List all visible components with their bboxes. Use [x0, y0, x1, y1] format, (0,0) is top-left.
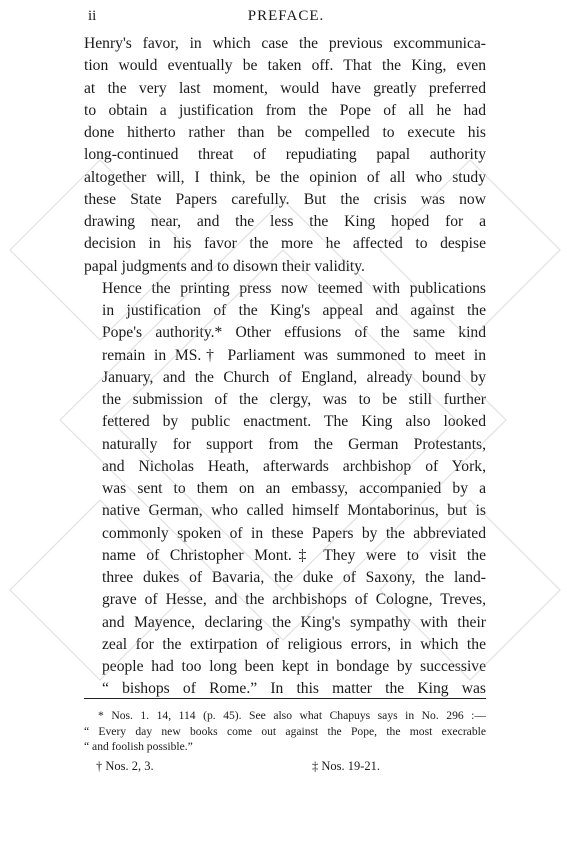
paragraph-2 — [84, 278, 486, 701]
footnote-divider — [84, 698, 486, 699]
text-line: was sent to them on an embassy, accompanied by a — [102, 480, 486, 497]
text-line: people had too long been kept in bondage by successive — [102, 658, 486, 675]
text-line: drawing near, and the less the King hoped for a — [84, 213, 486, 230]
text-line: naturally for support from the German Protestants, — [102, 435, 486, 453]
footnote-3: ‡ Nos. 19-21. — [312, 758, 381, 773]
text-line: papal judgments and to disown their validity. — [84, 257, 365, 275]
text-line: long-continued threat of repudiating papal authority — [84, 146, 486, 164]
footnote-line: “ and foolish possible.” — [84, 740, 193, 753]
footnotes — [84, 708, 486, 777]
text-line: decision in his favor the more he affected to despise — [84, 235, 486, 253]
text-line: and Nicholas Heath, afterwards archbishop of York, — [102, 457, 486, 475]
text-line: Hence the printing press now teemed with publications — [102, 279, 486, 297]
text-line: Pope's authority.* Other effusions of the same kind — [102, 324, 486, 342]
text-line: done hitherto rather than be compelled to execute his — [84, 124, 486, 141]
page-number: ii — [88, 8, 97, 24]
paragraph-1 — [84, 33, 486, 278]
text-line: Henry's favor, in which case the previous excommunica- — [84, 35, 486, 52]
text-line: commonly spoken of in these Papers by the abbreviated — [102, 524, 486, 542]
text-line: fettered by public enactment. The King also looked — [102, 413, 486, 431]
text-line: January, and the Church of England, already bound by — [102, 368, 486, 386]
footnote-2: † Nos. 2, 3. — [96, 758, 154, 773]
footnote-1 — [84, 708, 486, 755]
text-line: these State Papers carefully. But the crisis was now — [84, 190, 486, 208]
footnote-line: “ Every day new books come out against the Pope, the most execrable — [84, 724, 486, 738]
text-line: name of Christopher Mont.‡ They were to visit the — [102, 546, 486, 564]
text-line: to obtain a justification from the Pope of all he had — [84, 101, 486, 119]
text-line: tion would eventually be taken off. That the King, even — [84, 57, 486, 75]
page-header — [88, 8, 484, 28]
text-line: native German, who called himself Montaborinus, but is — [102, 502, 486, 520]
text-line: in justification of the King's appeal and against the — [102, 302, 486, 319]
text-line: altogether will, I think, be the opinion of all who study — [84, 168, 486, 186]
running-head: PREFACE. — [247, 8, 325, 24]
text-line: at the very last moment, would have greatly preferred — [84, 79, 486, 97]
text-line: zeal for the extirpation of religious errors, in which the — [102, 635, 486, 653]
text-line: three dukes of Bavaria, the duke of Saxony, the land- — [102, 569, 486, 586]
text-line: the submission of the clergy, was to be still further — [102, 391, 486, 408]
text-line: grave of Hesse, and the archbishops of Cologne, Treves, — [102, 591, 486, 609]
text-line: remain in MS.† Parliament was summoned to meet in — [102, 346, 486, 364]
text-line: and Mayence, declaring the King's sympathy with their — [102, 613, 486, 631]
footnote-line: * Nos. 1. 14, 114 (p. 45). See also what Chapuys says in No. 296 :— — [98, 709, 486, 722]
body-text — [84, 33, 486, 701]
text-line: “ bishops of Rome.” In this matter the King was — [102, 680, 486, 698]
footnote-row — [84, 759, 486, 777]
